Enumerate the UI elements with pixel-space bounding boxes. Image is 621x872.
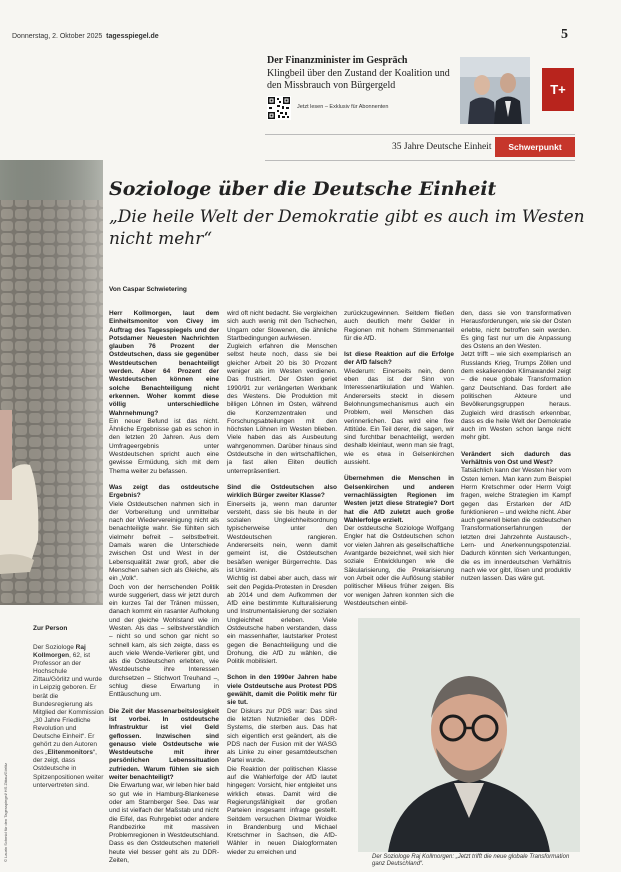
- interview-answer: Viele Ostdeutschen nahmen sich in der Vorbereitung und unmittelbar nach der Wiedervereinigung nicht als benachteiligte wahr. Sie fühlten sich vielmehr befreit – selbstbefreit. Damals waren die Unterschiede zwischen Ost und West in der Lebensqualität zwar groß, aber die Menschen sahen sich als Gleiche, als ein „Volk“.: [109, 500, 219, 583]
- interview-answer: den, dass sie von transformativen Herausforderungen, wie sie der Osten erlebte, nicht betroffen sein werden. Es ging fast nur um die Anpassung des Ostens an den Westen.: [461, 310, 571, 351]
- article-quote: „Die heile Welt der Demokratie gibt es auch im Westen nicht mehr“: [109, 207, 585, 249]
- interview-answer: Wichtig ist dabei aber auch, dass wir seit den Pegida-Protesten in Dresden ab 2014 und dem Aufkommen der AfD eine bestimmte Kulturalisierung und Instrumentalisierung der sozialen Ungleichheit erleben. Viele Ostdeutsche haben verstanden, dass ein massenhafter, lautstarker Protest gegen die Benachteiligung und die Drohung, die AfD zu wählen, die Politik mobilisiert.: [227, 575, 337, 666]
- page-header-date: [12, 33, 159, 40]
- qr-code-icon[interactable]: [267, 96, 291, 120]
- interview-answer: Einerseits ja, wenn man darunter versteht, dass sie bis heute in der sozialen Ungleichheitsordnung typischerweise unter den Westdeutschen rangieren. Andererseits nein, wenn damit gemeint ist, die Ostdeutschen besäßen weniger Bürgerrechte. Das ist Unsinn.: [227, 500, 337, 574]
- interview-answer: Wiederum: Einerseits nein, denn eben das ist der Sinn von Interessenartikulation und Wahlen. Andererseits steckt in diesem Belohnungsmechanismus auch ein Problem, weil Menschen das verinnerlichen. Das wird eine fixe Attitüde. Ein Teil derer, die sagen, wir sind furchtbar benachteiligt, werden deshalb kleinlaut, wenn man sie fragt, wie es etwa in Gelsenkirchen aussieht.: [344, 367, 454, 467]
- interview-answer: Doch von der herrschenden Politik wurde suggeriert, dass wir jetzt durch ein kurzes Tal der Tränen müssen, danach kommt ein rasanter Aufholung und der gleiche Wohlstand wie im Westen. Als das – selbstverständlich – nicht so und schon gar nicht so schnell kam, als sich zeigte, dass es auch viele Wende-Verlierer gibt, und als die Ostdeutschen erlebten, wie Westdeutsche ihre Interessen durchsetzen – Stichwort Treuhand –, schlug diese Erwartung in Enttäuschung um.: [109, 583, 219, 699]
- interview-answer: zurückzugewinnen. Seitdem fließen auch deutlich mehr Gelder in Regionen mit hohem Stimmenanteil für die AfD.: [344, 310, 454, 342]
- portrait-photo: [358, 618, 580, 852]
- interview-question: Was zeigt das ostdeutsche Ergebnis?: [109, 483, 219, 500]
- interview-question: Die Zeit der Massenarbeitslosigkeit ist vorbei. In ostdeutsche Infrastruktur ist viel Geld geflossen. Inzwischen sind genauso viele Ostdeutsche wie Westdeutsche mit ihrer persönlichen Lebenssituation zufrieden. Warum fühlen sie sich weiter benachteiligt?: [109, 707, 219, 782]
- article-column-4: [461, 310, 571, 584]
- teaser-text[interactable]: Klingbeil über den Zustand der Koalition und den Missbrauch von Bürgergeld: [267, 68, 450, 91]
- left-photo: [0, 160, 103, 605]
- article-headline: Soziologe über die Deutsche Einheit: [109, 178, 497, 200]
- bio-text: Der Soziologe: [33, 644, 76, 651]
- article-column-3: [344, 310, 454, 608]
- sidebar-heading: Zur Person: [33, 625, 68, 632]
- bio-book: Elitenmonitors: [47, 749, 93, 757]
- sidebar-bio: [33, 644, 105, 790]
- byline: Von Caspar Schwietering: [109, 286, 187, 293]
- photo-caption: Der Soziologe Raj Kollmorgen: „Jetzt trifft die neue globale Transformation ganz Deutschland“.: [372, 854, 570, 867]
- interview-answer: Die Reaktion der politischen Klasse auf die Wahlerfolge der AfD lautet hingegen: Vorsicht, hier entgleitet uns wirklich etwas. Damit wird die Regierungsfähigkeit der großen Parteien insgesamt infrage gestellt. Seitdem versuchen Dietmar Woidke in Brandenburg und Michael Kretschmer in Sachsen, die AfD-Wähler in neuen Dialogformaten wieder zu erreichen und: [227, 765, 337, 856]
- header-date: Donnerstag, 2. Oktober 2025: [12, 33, 103, 40]
- page-number: 5: [561, 27, 568, 42]
- header-brand[interactable]: tagesspiegel.de: [106, 33, 159, 40]
- interview-question: Schon in den 1990er Jahren habe viele Ostdeutsche aus Protest PDS gewählt, damit die Politik mehr für sie tut.: [227, 674, 337, 707]
- article-column-2: [227, 310, 337, 857]
- divider: [265, 160, 575, 161]
- interview-question: Herr Kollmorgen, laut dem Einheitsmonitor von Civey im Auftrag des Tagesspiegels und der Potsdamer Neuesten Nachrichten glauben 76 Prozent der Ostdeutschen, dass sie gegenüber Westdeutschen benachteiligt werden. Aber 64 Prozent der Westdeutschen können eine solche Benachteiligung nicht erkennen. Woher kommt diese völlig unterschiedliche Wahrnehmung?: [109, 310, 219, 417]
- bio-text: , 62, ist Professor an der Hochschule Zittau/Görlitz und wurde in Leipzig geboren. Er berät die Bundesregierung als Mitglied der Kommission „30 Jahre Friedliche Revolution und Deutsche Einheit“. Er gehört zu den Autoren des „: [33, 652, 104, 757]
- interview-question: Ist diese Reaktion auf die Erfolge der AfD falsch?: [344, 351, 454, 367]
- interview-question: Übernehmen die Menschen in Gelsenkirchen und anderen vernachlässigten Regionen im Westen jetzt diese Strategie? Dort hat die AfD zuletzt auch große Wahlerfolge erzielt.: [344, 475, 454, 524]
- bio-name: Raj Kollmorgen: [33, 644, 86, 660]
- paragraph-gap: [109, 700, 219, 708]
- interview-question: Sind die Ostdeutschen also wirklich Bürger zweiter Klasse?: [227, 483, 337, 500]
- article-column-1: [109, 310, 219, 865]
- bio-text: “, der zeigt, dass Ostdeutsche in Spitzenpositionen weiter untervertreten sind.: [33, 749, 104, 789]
- interview-answer: Jetzt trifft – wie sich exemplarisch an Russlands Krieg, Trumps Zöllen und dem eskalierenden Klimawandel zeigt – die neue globale Transformation ganz Deutschland. Das fordert alle politischen Akteure und Bevölkerungsgruppen heraus. Zugleich wird drastisch erkennbar, dass es die heile Welt der Demokratie auch im Westen schon lange nicht mehr gibt.: [461, 351, 571, 442]
- divider: [265, 134, 575, 135]
- interview-answer: Ein neuer Befund ist das nicht. Ähnliche Ergebnisse gab es schon in den letzten 20 Jahren. Aus dem Umfrageergebnis unter Westdeutschen spricht auch eine gewisse Ermüdung, sich mit dem Thema weiter zu befassen.: [109, 417, 219, 475]
- paragraph-gap: [344, 343, 454, 351]
- interview-answer: Der ostdeutsche Soziologe Wolfgang Engler hat die Ostdeutschen schon vor vielen Jahren als gesellschaftliche Avantgarde bezeichnet, weil sich hier soziale Entwicklungen wie die Säkularisierung, die Prekarisierung von Arbeit oder die Auflösung stabiler politischer Milieus früher zeigen. Bis vor wenigen Jahren konnten sich die Westdeutschen einbil-: [344, 525, 454, 607]
- interview-answer: Tatsächlich kann der Westen hier vom Osten lernen. Man kann zum Beispiel Herrn Kretschmer oder Herrn Voigt fragen, welche Strategien im Kampf gegen das Erstarken der AfD funktionieren – und welche nicht. Aber auch generell bieten die ostdeutschen Transformationserfahrungen der letzten drei Jahrzehnte Austausch-, Lern- und Anerkennungspotenzial. Dadurch könnten sich Verkantungen, die es im innerdeutschen Verhältnis nach wie vor gibt, lösen und produktiv nutzen lassen. Das wäre gut.: [461, 467, 571, 583]
- section-tag[interactable]: Schwerpunkt: [495, 137, 575, 157]
- interview-answer: Zugleich erfahren die Menschen selbst heute noch, dass sie bei gleicher Arbeit 20 bis 30 Prozent weniger als im Westen verdienen. Das frustriert. Der Osten geriet 1990/91 zur verlängerten Werkbank des Westens. Die Produktion mit billigen Löhnen im Osten, während die Konzernzentralen und Forschungsabteilungen mit den höchsten Löhnen im Westen blieben. Viele haben das als Ausbeutung wahrgenommen. Darüber hinaus sind Ostdeutsche in den wirtschaftlichen, ja fast allen Eliten deutlich unterrepräsentiert.: [227, 343, 337, 475]
- paragraph-gap: [227, 666, 337, 674]
- tagesspiegel-plus-logo[interactable]: T+: [542, 68, 574, 111]
- section-label: 35 Jahre Deutsche Einheit: [392, 142, 492, 152]
- interview-answer: Der Diskurs zur PDS war: Das sind die letzten Nutznießer des DDR-Systems, die sterben aus. Das hat sich eigentlich erst geändert, als die PDS nach der Fusion mit der WASG als Linke zu einer gesamtdeutschen Partei wurde.: [227, 707, 337, 765]
- paragraph-gap: [109, 476, 219, 484]
- photo-credit: © Laurin Schmid für den Tagesspiegel/ HS Zittau/Görlitz: [3, 762, 8, 862]
- paragraph-gap: [227, 476, 337, 484]
- interview-answer: Die Erwartung war, wir leben hier bald so gut wie in Hamburg-Blankenese oder am Starnberger See. Das war und ist vielfach der Maßstab und nicht die Eifel, das Ruhrgebiet oder andere Randbezirke mit massiven Problemregionen in Westdeutschland. Dass es den Ostdeutschen materiell heute viel besser geht als zu DDR-Zeiten,: [109, 782, 219, 864]
- teaser-photo[interactable]: [460, 57, 530, 124]
- teaser-cta[interactable]: Jetzt lesen – Exklusiv für Abonnenten: [297, 104, 389, 110]
- teaser-title[interactable]: Der Finanzminister im Gespräch: [267, 55, 408, 66]
- interview-answer: wird oft nicht bedacht. Sie vergleichen sich auch wenig mit den Tschechen, Ungarn oder Slowenen, die ähnliche Startbedingungen aufwiesen.: [227, 310, 337, 342]
- interview-question: Verändert sich dadurch das Verhältnis von Ost und West?: [461, 450, 571, 467]
- paragraph-gap: [461, 443, 571, 451]
